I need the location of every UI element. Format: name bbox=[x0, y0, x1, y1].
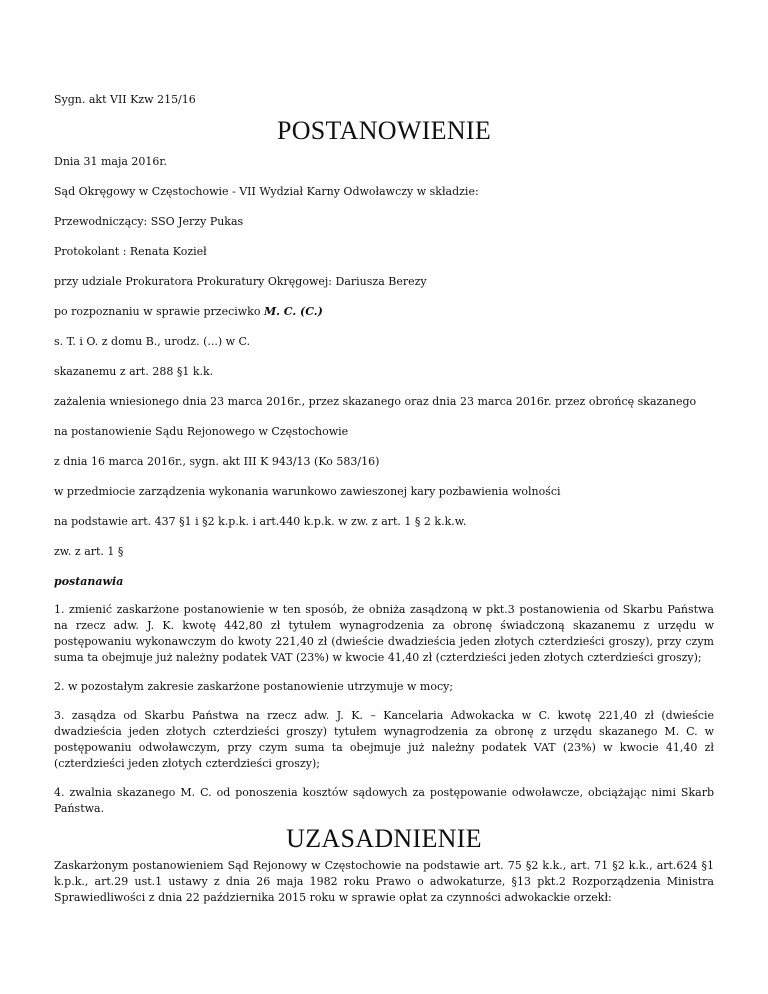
ruling-point: 1. zmienić zaskarżone postanowienie w ten sposób, że obniża zasądzoną w pkt.3 postanowienia od Skarbu Państwa na rzecz adw. J. K. kwotę 442,80 zł tytułem wynagrodzenia za obronę świadczoną skazanemu z urzędu w postępowaniu wykonawczym do kwoty 221,40 zł (dwieście dwadzieścia jeden złotych czterdzieści groszy), przy czym suma ta obejmuje już należny podatek VAT (23%) w kwocie 41,40 zł (czterdzieści jeden złotych czterdzieści groszy); bbox=[54, 603, 714, 664]
defendant-name: M. C. (C.) bbox=[263, 305, 323, 318]
ruling-point: 4. zwalnia skazanego M. C. od ponoszenia kosztów sądowych za postępowanie odwoławcze, obciążając nimi Skarb Państwa. bbox=[54, 786, 714, 815]
justification-paragraph: Zaskarżonym postanowieniem Sąd Rejonowy w Częstochowie na podstawie art. 75 §2 k.k., art. 71 §2 k.k., art.624 §1 k.p.k., art.29 ust.1 ustawy z dnia 26 maja 1982 roku Prawo o adwokaturze, §13 pkt.2 Rozporządzenia Ministra Sprawiedliwości z dnia 22 października 2015 roku w sprawie opłat za czynności adwokackie orzekł: bbox=[54, 859, 714, 904]
ruling-point: 3. zasądza od Skarbu Państwa na rzecz adw. J. K. – Kancelaria Adwokacka w C. kwotę 221,40 zł (dwieście dwadzieścia jeden złotych czterdzieści groszy) tytułem wynagrodzenia za obronę z urzędu skazanego M. C. w postępowaniu odwoławczym, przy czym suma ta obejmuje już należny podatek VAT (23%) w kwocie 41,40 zł (czterdzieści jeden złotych czterdzieści groszy); bbox=[54, 709, 714, 770]
complaint-info: zażalenia wniesionego dnia 23 marca 2016r., przez skazanego oraz dnia 23 marca 2016r. przez obrońcę skazanego bbox=[54, 395, 697, 408]
ruling-point: 2. w pozostałym zakresie zaskarżone postanowienie utrzymuje w mocy; bbox=[54, 680, 454, 693]
ruling-date: Dnia 31 maja 2016r. bbox=[54, 155, 167, 168]
ruling-heading: postanawia bbox=[54, 575, 124, 588]
appealed-decision-date: z dnia 16 marca 2016r., sygn. akt III K 943/13 (Ko 583/16) bbox=[54, 455, 380, 468]
court-clerk: Protokolant : Renata Kozieł bbox=[54, 245, 207, 258]
defendant-details: s. T. i O. z domu B., urodz. (...) w C. bbox=[54, 335, 251, 348]
case-against-prefix: po rozpoznaniu w sprawie przeciwko bbox=[54, 305, 264, 318]
document-title: POSTANOWIENIE bbox=[276, 116, 492, 145]
case-signature: Sygn. akt VII Kzw 215/16 bbox=[54, 93, 196, 106]
case-subject: w przedmiocie zarządzenia wykonania warunkowo zawieszonej kary pozbawienia wolności bbox=[54, 485, 561, 498]
conviction-basis: skazanemu z art. 288 §1 k.k. bbox=[54, 365, 214, 378]
legal-basis: na podstawie art. 437 §1 i §2 k.p.k. i art.440 k.p.k. w zw. z art. 1 § 2 k.k.w. bbox=[54, 515, 467, 528]
justification-title: UZASADNIENIE bbox=[286, 824, 482, 853]
document-page bbox=[54, 92, 714, 919]
legal-basis-continued: zw. z art. 1 § bbox=[54, 545, 124, 558]
prosecutor: przy udziale Prokuratora Prokuratury Okręgowej: Dariusza Berezy bbox=[54, 275, 427, 288]
presiding-judge: Przewodniczący: SSO Jerzy Pukas bbox=[54, 215, 244, 228]
appealed-decision: na postanowienie Sądu Rejonowego w Częstochowie bbox=[54, 425, 349, 438]
court-composition: Sąd Okręgowy w Częstochowie - VII Wydział Karny Odwoławczy w składzie: bbox=[54, 185, 479, 198]
case-against bbox=[54, 304, 714, 320]
